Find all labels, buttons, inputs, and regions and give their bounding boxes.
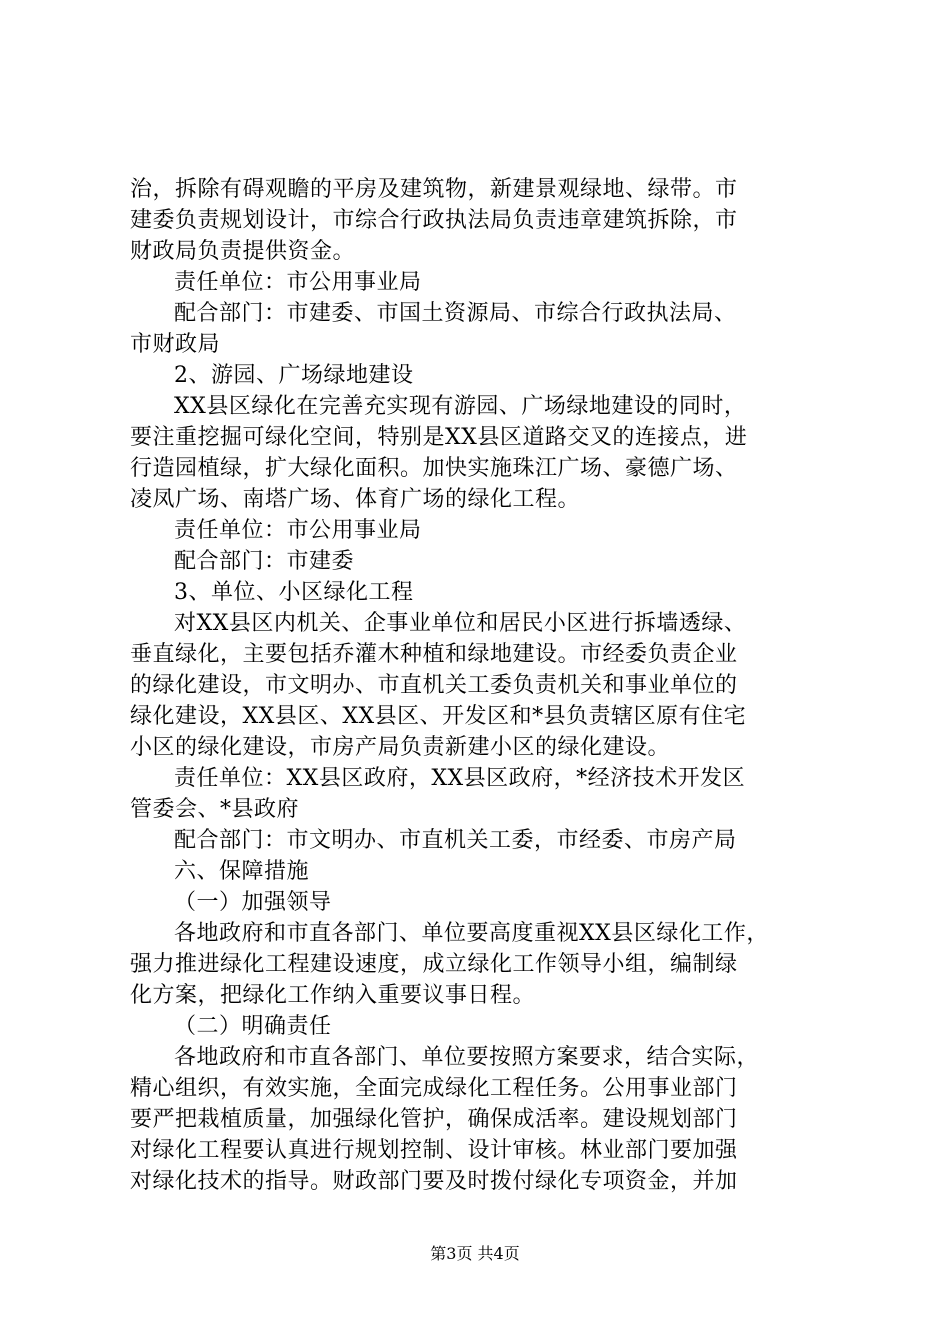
text-line: 精心组织，有效实施，全面完成绿化工程任务。公用事业部门 bbox=[130, 1076, 738, 1101]
text-line: 配合部门：市建委、市国土资源局、市综合行政执法局、 bbox=[174, 301, 737, 326]
section-heading: 2、游园、广场绿地建设 bbox=[174, 363, 414, 388]
section-heading: 六、保障措施 bbox=[174, 859, 310, 884]
text-line: 对绿化技术的指导。财政部门要及时拨付绿化专项资金，并加 bbox=[130, 1169, 738, 1194]
text-line: 绿化建设，XX县区、XX县区、开发区和*县负责辖区原有住宅 bbox=[130, 704, 747, 729]
text-line: 要注重挖掘可绿化空间，特别是XX县区道路交叉的连接点，进 bbox=[130, 425, 748, 450]
document-body bbox=[130, 174, 830, 1197]
text-line: 对绿化工程要认真进行规划控制、设计审核。林业部门要加强 bbox=[130, 1138, 738, 1163]
text-line: 市财政局 bbox=[130, 332, 221, 357]
text-line: 建委负责规划设计，市综合行政执法局负责违章建筑拆除，市 bbox=[130, 208, 738, 233]
text-line: 配合部门：市建委 bbox=[174, 549, 355, 574]
text-line: 对XX县区内机关、企事业单位和居民小区进行拆墙透绿、 bbox=[174, 611, 747, 636]
text-line: 责任单位：市公用事业局 bbox=[174, 518, 422, 543]
text-line: 各地政府和市直各部门、单位要按照方案要求，结合实际， bbox=[174, 1045, 760, 1070]
text-line: 管委会、*县政府 bbox=[130, 797, 300, 822]
subsection-heading: （一）加强领导 bbox=[174, 890, 332, 915]
text-line: 垂直绿化，主要包括乔灌木种植和绿地建设。市经委负责企业 bbox=[130, 642, 738, 667]
page-number: 第3页 共4页 bbox=[430, 1244, 520, 1263]
text-line: 各地政府和市直各部门、单位要高度重视XX县区绿化工作， bbox=[174, 921, 769, 946]
text-line: 强力推进绿化工程建设速度，成立绿化工作领导小组，编制绿 bbox=[130, 952, 738, 977]
text-line: 要严把栽植质量，加强绿化管护，确保成活率。建设规划部门 bbox=[130, 1107, 738, 1132]
text-line: XX县区绿化在完善充实现有游园、广场绿地建设的同时， bbox=[174, 394, 747, 419]
text-line: 化方案，把绿化工作纳入重要议事日程。 bbox=[130, 983, 536, 1008]
subsection-heading: （二）明确责任 bbox=[174, 1014, 332, 1039]
text-line: 的绿化建设，市文明办、市直机关工委负责机关和事业单位的 bbox=[130, 673, 738, 698]
text-line: 行造园植绿，扩大绿化面积。加快实施珠江广场、豪德广场、 bbox=[130, 456, 738, 481]
text-line: 责任单位：市公用事业局 bbox=[174, 270, 422, 295]
text-line: 财政局负责提供资金。 bbox=[130, 239, 356, 264]
text-line: 配合部门：市文明办、市直机关工委，市经委、市房产局 bbox=[174, 828, 737, 853]
section-heading: 3、单位、小区绿化工程 bbox=[174, 580, 414, 605]
text-line: 责任单位：XX县区政府，XX县区政府，*经济技术开发区 bbox=[174, 766, 746, 791]
text-line: 小区的绿化建设，市房产局负责新建小区的绿化建设。 bbox=[130, 735, 671, 760]
text-line: 治，拆除有碍观瞻的平房及建筑物，新建景观绿地、绿带。市 bbox=[130, 177, 738, 202]
text-line: 凌凤广场、南塔广场、体育广场的绿化工程。 bbox=[130, 487, 581, 512]
